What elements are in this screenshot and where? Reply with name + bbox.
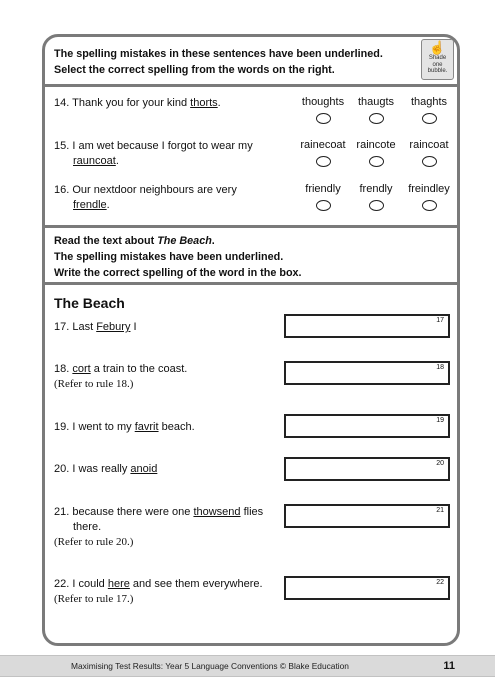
question-text: 16. Our nextdoor neighbours are very xyxy=(54,184,237,196)
answer-bubble[interactable] xyxy=(422,113,437,124)
question-text: . xyxy=(217,97,221,109)
question-15 xyxy=(54,139,289,169)
answer-box-18[interactable] xyxy=(284,361,450,385)
answer-bubble[interactable] xyxy=(316,200,331,211)
option-label: thaugts xyxy=(357,96,395,108)
question-text: . xyxy=(106,199,110,211)
instruction-line-2: The spelling mistakes have been underlined. xyxy=(54,251,284,263)
box-number: 21 xyxy=(436,507,444,514)
spelling-error: thowsend xyxy=(193,506,241,518)
answer-bubble[interactable] xyxy=(422,156,437,167)
option-label: thoughts xyxy=(301,96,345,108)
spelling-error: favrit xyxy=(134,421,159,433)
rule-reference: (Refer to rule 18.) xyxy=(54,378,134,390)
answer-box-20[interactable] xyxy=(284,457,450,481)
page-number: 11 xyxy=(443,660,455,672)
shade-label-2: one xyxy=(432,61,443,68)
section2-instructions xyxy=(54,233,460,281)
instruction-line-1: Read the text about The Beach. xyxy=(54,235,215,247)
box-number: 17 xyxy=(436,317,444,324)
shade-label-3: bubble. xyxy=(427,68,448,74)
answer-box-19[interactable] xyxy=(284,414,450,438)
instruction-line-3: Write the correct spelling of the word in the box. xyxy=(54,267,302,279)
question-16 xyxy=(54,183,289,213)
option-label: frendly xyxy=(359,183,393,195)
page-footer xyxy=(0,655,495,677)
answer-box-17[interactable] xyxy=(284,314,450,338)
instruction-line-1: The spelling mistakes in these sentences have been underlined. xyxy=(54,48,383,60)
box-number: 19 xyxy=(436,417,444,424)
option-label: thaghts xyxy=(410,96,448,108)
divider xyxy=(45,225,457,228)
passage-title: The Beach xyxy=(54,295,125,311)
option-label: raincoat xyxy=(409,139,449,151)
instruction-line-2: Select the correct spelling from the words on the right. xyxy=(54,64,335,76)
answer-bubble[interactable] xyxy=(369,113,384,124)
worksheet-frame xyxy=(42,34,460,646)
item-22: 22. I could here and see them everywhere. (Refer to rule 17.) xyxy=(54,577,289,607)
spelling-error: anoid xyxy=(130,463,158,475)
section1-instructions xyxy=(54,46,460,78)
spelling-error: rauncoat xyxy=(73,155,116,167)
option-label: friendly xyxy=(305,183,341,195)
option-label: freindley xyxy=(408,183,450,195)
box-number: 20 xyxy=(436,460,444,467)
answer-bubble[interactable] xyxy=(316,113,331,124)
question-text: . xyxy=(115,155,119,167)
spelling-error: Febury xyxy=(96,321,131,333)
rule-reference: (Refer to rule 17.) xyxy=(54,593,134,605)
pointing-hand-icon: ☝ xyxy=(429,40,446,55)
box-number: 18 xyxy=(436,364,444,371)
footer-text: Maximising Test Results: Year 5 Language Conventions © Blake Education xyxy=(71,661,349,671)
question-text: 14. Thank you for your kind xyxy=(54,97,191,109)
box-number: 22 xyxy=(436,579,444,586)
answer-bubble[interactable] xyxy=(369,156,384,167)
spelling-error: frendle xyxy=(73,199,107,211)
answer-bubble[interactable] xyxy=(422,200,437,211)
option-label: rainecoat xyxy=(300,139,346,151)
shade-label-1: Shade xyxy=(428,55,447,61)
item-19: 19. I went to my favrit beach. xyxy=(54,421,195,433)
shade-one-bubble-badge xyxy=(421,39,454,80)
question-14 xyxy=(54,96,289,111)
item-21: 21. because there were one thowsend flies there. (Refer to rule 20.) xyxy=(54,505,289,550)
item-18: 18. cort a train to the coast. (Refer to rule 18.) xyxy=(54,362,289,392)
question-text: 15. I am wet because I forgot to wear my xyxy=(54,140,253,152)
divider xyxy=(45,282,457,285)
spelling-error: here xyxy=(107,578,130,590)
spelling-error: cort xyxy=(72,363,91,375)
answer-bubble[interactable] xyxy=(316,156,331,167)
rule-reference: (Refer to rule 20.) xyxy=(54,536,134,548)
divider xyxy=(45,84,457,87)
answer-bubble[interactable] xyxy=(369,200,384,211)
spelling-error: thorts xyxy=(190,97,218,109)
item-20: 20. I was really anoid xyxy=(54,463,158,475)
answer-box-21[interactable] xyxy=(284,504,450,528)
answer-box-22[interactable] xyxy=(284,576,450,600)
option-label: raincote xyxy=(356,139,396,151)
item-17: 17. Last Febury I xyxy=(54,321,137,333)
